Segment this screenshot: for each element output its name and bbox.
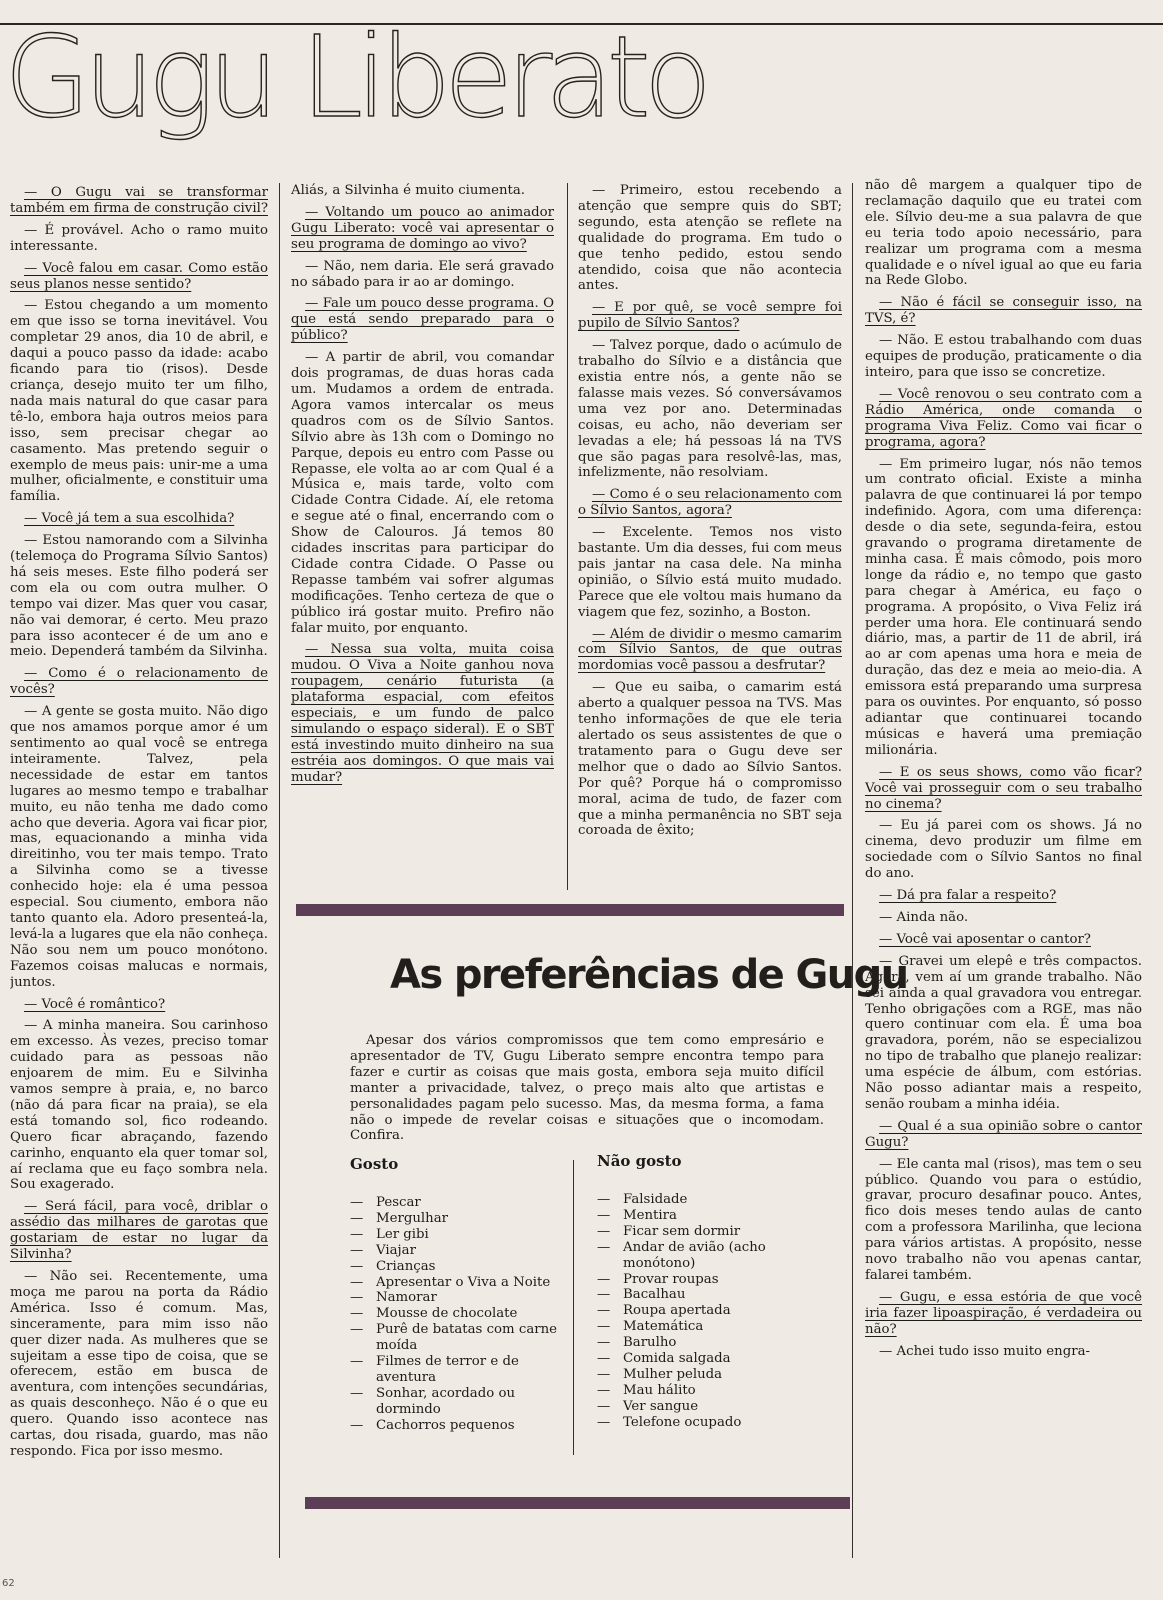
interview-answer: — Estou namorando com a Silvinha (telemoça do Programa Sílvio Santos) há seis meses. Este filho poderá ser com ela ou com outra mulher. O tempo vai dizer. Mas quer vou casar, não vai demorar, é certo. Meu prazo para isso acontecer é de um ano e meio. Dependerá também da Silvinha. bbox=[10, 533, 268, 660]
interview-answer: — Em primeiro lugar, nós não temos um contrato oficial. Existe a minha palavra de que continuarei lá por tempo indefinido. Agora, com uma diferença: desde o dia sete, segunda-feira, estou gravando o programa diretamente de minha casa. É mais cômodo, pois moro longe da rádio e, no tempo que gasto para chegar à América, eu faço o programa. A propósito, o Viva Feliz irá perder uma hora. Ele continuará sendo diário, mas, a partir de 11 de abril, irá ao ar com apenas uma hora e meia de duração, das dez e meia ao meio-dia. A emissora está preparando uma surpresa para os ouvintes. Por enquanto, só posso adiantar que continuarei tocando músicas e haverá uma premiação milionária. bbox=[865, 456, 1142, 758]
interview-question: — Você é romântico? bbox=[24, 996, 166, 1012]
interview-question: — Gugu, e essa estória de que você iria fazer lipoaspiração, é verdadeira ou não? bbox=[865, 1289, 1142, 1337]
page-number: 62 bbox=[2, 1578, 15, 1589]
interview-question: — Você falou em casar. Como estão seus planos nesse sentido? bbox=[10, 260, 268, 292]
page-title: Gugu Liberato bbox=[4, 13, 706, 143]
interview-answer: — Não, nem daria. Ele será gravado no sábado para ir ao ar domingo. bbox=[291, 258, 554, 290]
interview-answer: — A partir de abril, vou comandar dois programas, de duas horas cada um. Mudamos a ordem de entrada. Agora vamos intercalar os meus quadros com os de Sílvio Santos. Sílvio abre às 13h com o Domingo no Parque, depois eu entro com Passe ou Repasse, ele volta ao ar com Qual é a Música e, mais tarde, volto com Cidade Contra Cidade. Aí, ele retoma e segue até o final, encerrando com o Show de Calouros. Já temos 80 cidades inscritas para participar do Cidade contra Cidade. O Passe ou Repasse também vai sofrer algumas modificações. Tenho certeza de que o público irá gostar muito. Prefiro não falar muito, por enquanto. bbox=[291, 350, 554, 636]
interview-question: — Voltando um pouco ao animador Gugu Liberato: você vai apresentar o seu programa de domingo ao vivo? bbox=[291, 204, 554, 252]
interview-question: — E os seus shows, como vão ficar? Você vai prosseguir com o seu trabalho no cinema? bbox=[865, 764, 1142, 812]
interview-question: — Será fácil, para você, driblar o assédio das milhares de garotas que gostariam de estar no lugar da Silvinha? bbox=[10, 1199, 268, 1263]
likes-heading: Gosto bbox=[350, 1155, 399, 1173]
interview-answer: — Excelente. Temos nos visto bastante. Um dia desses, fui com meus pais jantar na casa dele. Na minha opinião, o Sílvio está muito mudado. Parece que ele voltou mais humano da viagem que fez, sozinho, a Boston. bbox=[578, 525, 842, 620]
like-item: — Purê de batatas com carne moída bbox=[350, 1322, 560, 1354]
like-item: — Ler gibi bbox=[350, 1227, 560, 1243]
dislike-item: — Bacalhau bbox=[597, 1287, 815, 1303]
interview-question: — Qual é a sua opinião sobre o cantor Gugu? bbox=[865, 1118, 1142, 1150]
dislike-item: — Falsidade bbox=[597, 1192, 815, 1208]
interview-answer: — Achei tudo isso muito engra- bbox=[879, 1343, 1090, 1359]
interview-column-2 bbox=[291, 183, 554, 893]
interview-answer: — A minha maneira. Sou carinhoso em excesso. Às vezes, preciso tomar cuidado para as pessoas não enjoarem de mim. Eu e Silvinha vamos sempre à praia, e, no barco (não dá para ficar na praia), se ela está tomando sol, fico rodeando. Quero ficar abraçando, fazendo carinho, enquanto ela quer tomar sol, aí reclama que eu faço sombra nela. Sou exagerado. bbox=[10, 1018, 268, 1193]
column-divider bbox=[279, 183, 280, 1558]
interview-answer: — Talvez porque, dado o acúmulo de trabalho do Sílvio e a distância que existia entre nós, a gente não se falasse mais vezes. Só conversávamos uma vez por ano. Determinadas coisas, eu acho, não deveriam ser levadas a ele; há pessoas lá na TVS que são pagas para resolvê-las, mas, infelizmente, não resolviam. bbox=[578, 338, 842, 481]
top-band bbox=[296, 904, 844, 916]
dislike-item: — Mentira bbox=[597, 1208, 815, 1224]
list-divider bbox=[573, 1160, 574, 1455]
dislikes-list bbox=[597, 1192, 815, 1431]
interview-answer: — Ainda não. bbox=[879, 909, 969, 925]
preferences-title: As preferências de Gugu bbox=[390, 952, 908, 998]
dislike-item: — Mulher peluda bbox=[597, 1367, 815, 1383]
interview-question: — Não é fácil se conseguir isso, na TVS, é? bbox=[865, 295, 1142, 327]
dislike-item: — Mau hálito bbox=[597, 1383, 815, 1399]
likes-list bbox=[350, 1195, 560, 1434]
column-divider bbox=[567, 183, 568, 890]
interview-column-1 bbox=[10, 185, 268, 1560]
interview-question: — Você vai aposentar o cantor? bbox=[879, 931, 1091, 947]
interview-question: — Além de dividir o mesmo camarim com Sílvio Santos, de que outras mordomias você passou a desfrutar? bbox=[578, 626, 842, 674]
interview-column-3 bbox=[578, 183, 842, 893]
interview-question: — Como é o seu relacionamento com o Sílvio Santos, agora? bbox=[578, 487, 842, 519]
interview-question: — E por quê, se você sempre foi pupilo de Sílvio Santos? bbox=[578, 300, 842, 332]
like-item: — Crianças bbox=[350, 1259, 560, 1275]
interview-answer: Aliás, a Silvinha é muito ciumenta. bbox=[291, 183, 526, 198]
like-item: — Sonhar, acordado ou dormindo bbox=[350, 1386, 560, 1418]
like-item: — Mergulhar bbox=[350, 1211, 560, 1227]
interview-answer: — A gente se gosta muito. Não digo que nos amamos porque amor é um sentimento ao qual você se entrega inteiramente. Talvez, pela necessidade de estar em tantos lugares ao mesmo tempo e trabalhar muito, eu não tenha me dado como acho que deveria. Agora vai ficar pior, mas, equacionando a minha vida direitinho, vou ter mais tempo. Trato a Silvinha como se a tivesse conhecido hoje: ela é uma pessoa especial. Sou ciumento, embora não tanto quanto ela. Adoro presenteá-la, levá-la a lugares que ela não conheça. Não sou nem um pouco monótono. Fazemos coisas malucas e normais, juntos. bbox=[10, 704, 268, 990]
interview-question: — Fale um pouco desse programa. O que está sendo preparado para o público? bbox=[291, 296, 554, 344]
dislike-item: — Matemática bbox=[597, 1319, 815, 1335]
dislike-item: — Provar roupas bbox=[597, 1272, 815, 1288]
interview-answer: — Primeiro, estou recebendo a atenção que sempre quis do SBT; segundo, esta atenção se reflete na qualidade do programa. Em tudo o que tenho pedido, estou sendo atendido, coisa que não acontecia antes. bbox=[578, 183, 842, 294]
dislike-item: — Andar de avião (acho monótono) bbox=[597, 1240, 815, 1272]
interview-answer: — Eu já parei com os shows. Já no cinema, devo produzir um filme em sociedade com o Sílvio Santos no final do ano. bbox=[865, 818, 1142, 882]
dislike-item: — Ver sangue bbox=[597, 1399, 815, 1415]
dislike-item: — Comida salgada bbox=[597, 1351, 815, 1367]
interview-answer: — Ele canta mal (risos), mas tem o seu público. Quando vou para o estúdio, gravar, procuro desafinar pouco. Antes, fico dois meses tendo aulas de canto com a professora Marilinha, que leciona para vários artistas. A propósito, nesse novo trabalho não vou apenas cantar, falarei também. bbox=[865, 1156, 1142, 1283]
interview-question: — Você já tem a sua escolhida? bbox=[24, 511, 235, 527]
interview-answer: — É provável. Acho o ramo muito interessante. bbox=[10, 222, 268, 254]
interview-question: — Nessa sua volta, muita coisa mudou. O Viva a Noite ganhou nova roupagem, cenário futurista (a plataforma espacial, com efeitos especiais, e um fundo de palco simulando o espaço sideral). E o SBT está investindo muito dinheiro na sua estréia aos domingos. O que mais vai mudar? bbox=[291, 642, 554, 785]
bottom-band bbox=[305, 1497, 850, 1509]
like-item: — Mousse de chocolate bbox=[350, 1306, 560, 1322]
interview-answer: — Não. E estou trabalhando com duas equipes de produção, praticamente o dia inteiro, para que isso se concretize. bbox=[865, 333, 1142, 380]
interview-answer: — Estou chegando a um momento em que isso se torna inevitável. Vou completar 29 anos, dia 10 de abril, e daqui a pouco passo da idade: acabo ficando para tio (risos). Desde criança, desejo muito ter um filho, nada mais natural do que casar para tê-lo, embora haja outros meios para isso, sem precisar chegar ao casamento. Mas pretendo seguir o exemplo de meus pais: unir-me a uma mulher, oficialmente, e constituir uma família. bbox=[10, 298, 268, 505]
like-item: — Cachorros pequenos bbox=[350, 1418, 560, 1434]
like-item: — Filmes de terror e de aventura bbox=[350, 1354, 560, 1386]
interview-question: — Como é o relacionamento de vocês? bbox=[10, 666, 268, 698]
interview-column-4 bbox=[865, 178, 1142, 1558]
interview-answer: — Gravei um elepê e três compactos. Agora, vem aí um grande trabalho. Não sei ainda a qual gravadora vou entregar. Tenho obrigações com a RGE, mas não quero continuar com ela. É uma boa gravadora, porém, não se especializou no tipo de trabalho que planejo realizar: uma espécie de álbum, com estórias. Não posso adiantar mais a respeito, senão roubam a minha idéia. bbox=[865, 953, 1142, 1112]
interview-question: — O Gugu vai se transformar também em firma de construção civil? bbox=[10, 185, 268, 216]
like-item: — Viajar bbox=[350, 1243, 560, 1259]
dislikes-heading: Não gosto bbox=[597, 1152, 682, 1170]
column-divider bbox=[852, 183, 853, 1558]
interview-question: — Dá pra falar a respeito? bbox=[879, 888, 1057, 904]
dislike-item: — Barulho bbox=[597, 1335, 815, 1351]
like-item: — Namorar bbox=[350, 1290, 560, 1306]
interview-answer: — Que eu saiba, o camarim está aberto a qualquer pessoa na TVS. Mas tenho informações de que ele teria alertado os seus assistentes de que o tratamento para o Gugu deve ser melhor que o dado ao Sílvio Santos. Por quê? Porque há o compromisso moral, acima de tudo, de fazer com que a minha permanência no SBT seja coroada de êxito; bbox=[578, 680, 842, 839]
preferences-intro: Apesar dos vários compromissos que tem como empresário e apresentador de TV, Gugu Liberato sempre encontra tempo para fazer e curtir as coisas que mais gosta, embora seja muito difícil manter a privacidade, talvez, o preço mais alto que artistas e personalidades pagam pelo sucesso. Mas, da mesma forma, a fama não o impede de revelar coisas e situações que o incomodam. Confira. bbox=[350, 1033, 824, 1144]
like-item: — Apresentar o Viva a Noite bbox=[350, 1275, 560, 1291]
dislike-item: — Roupa apertada bbox=[597, 1303, 815, 1319]
like-item: — Pescar bbox=[350, 1195, 560, 1211]
interview-question: — Você renovou o seu contrato com a Rádio América, onde comanda o programa Viva Feliz. Como vai ficar o programa, agora? bbox=[865, 386, 1142, 450]
dislike-item: — Telefone ocupado bbox=[597, 1415, 815, 1431]
dislike-item: — Ficar sem dormir bbox=[597, 1224, 815, 1240]
interview-answer: não dê margem a qualquer tipo de reclamação daquilo que eu tratei com ele. Sílvio deu-me a sua palavra de que eu teria todo apoio necessário, para realizar um programa com a mesma qualidade e o nível igual ao que eu faria na Rede Globo. bbox=[865, 178, 1142, 289]
interview-answer: — Não sei. Recentemente, uma moça me parou na porta da Rádio América. Isso é comum. Mas, sinceramente, para mim isso não quer dizer nada. As mulheres que se sujeitam a esse tipo de coisa, que se oferecem, estão em busca de aventura, com intenções secundárias, as quais desconheço. Não é o que eu quero. Quando isso acontece nas cartas, dou risada, guardo, mas não respondo. Fica por isso mesmo. bbox=[10, 1269, 268, 1459]
